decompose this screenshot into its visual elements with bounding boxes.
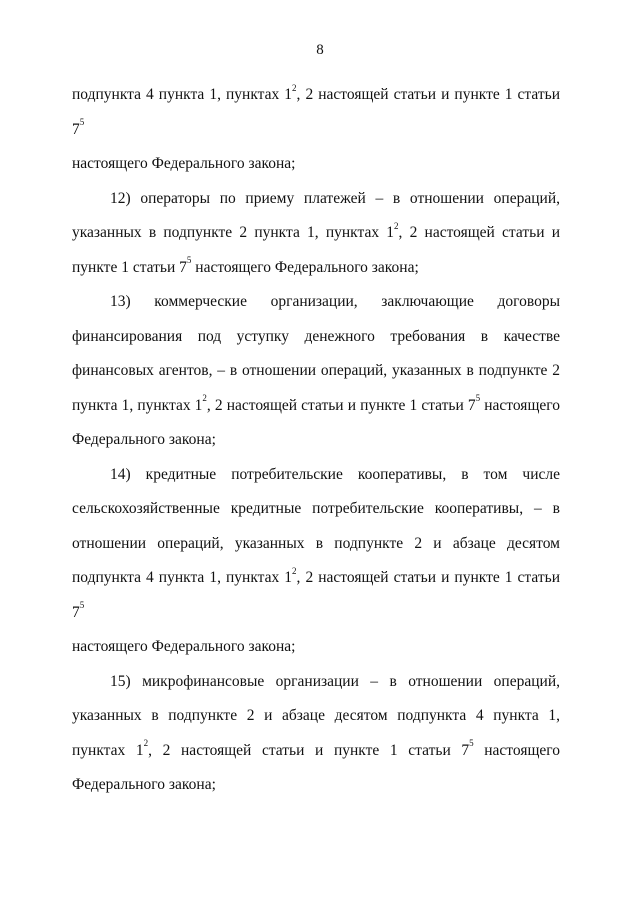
text-line: Федерального закона; (72, 431, 216, 448)
text-line: 14) кредитные потребительские кооперативы, в том числе (110, 465, 560, 483)
text-line: сельскохозяйственные кредитные потребительские кооперативы, – в (72, 500, 560, 517)
text-line: финансирования под уступку денежного требования в качестве (72, 327, 560, 345)
paragraph-continuation (72, 78, 560, 182)
text-line: указанных в подпункте 2 и абзаце десятом подпункта 4 пункта 1, (72, 707, 560, 724)
text-line: финансовых агентов, – в отношении операций, указанных в подпункте 2 (72, 362, 560, 379)
text-line: пункта 1, пунктах $1^2$, 2 настоящей статьи и пункте 1 статьи $7^5$ настоящего (72, 393, 560, 414)
list-item-14 (72, 458, 560, 665)
text-line: Федерального закона; (72, 776, 216, 793)
document-body (72, 78, 560, 803)
list-item-15 (72, 665, 560, 803)
text-line: пункте 1 статьи $7^5$ настоящего Федерального закона; (72, 255, 419, 276)
text-line: отношении операций, указанных в подпункте 2 и абзаце десятом (72, 534, 560, 552)
text-line: 12) операторы по приему платежей – в отношении операций, (110, 189, 560, 207)
text-line: настоящего Федерального закона; (72, 155, 296, 172)
text-line: 15) микрофинансовые организации – в отношении операций, (110, 672, 560, 690)
text-line: указанных в подпункте 2 пункта 1, пунктах $1^2$, 2 настоящей статьи и (72, 220, 560, 241)
text-line: 13) коммерческие организации, заключающие договоры (110, 293, 560, 310)
text-line: подпункта 4 пункта 1, пунктах $1^2$, 2 настоящей статьи и пункте 1 статьи $7^5$ (72, 82, 560, 138)
text-line: пунктах $1^2$, 2 настоящей статьи и пункте 1 статьи $7^5$ настоящего (72, 738, 560, 759)
text-line: настоящего Федерального закона; (72, 638, 296, 655)
page-number: 8 (316, 42, 324, 58)
list-item-13 (72, 285, 560, 458)
list-item-12 (72, 182, 560, 286)
text-line: подпункта 4 пункта 1, пунктах $1^2$, 2 настоящей статьи и пункте 1 статьи $7^5$ (72, 565, 560, 621)
